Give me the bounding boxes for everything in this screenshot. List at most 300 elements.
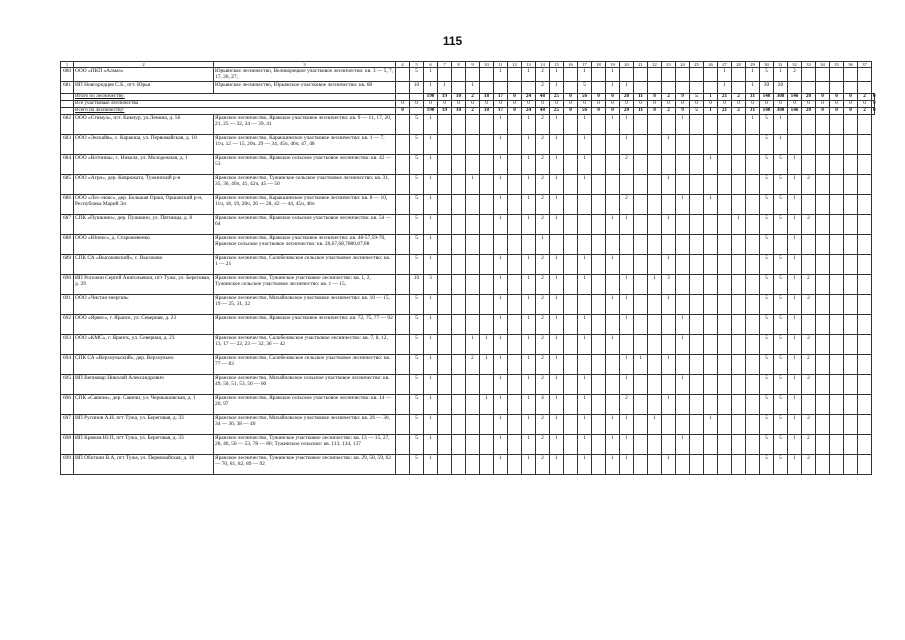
summary-value: 0 bbox=[396, 100, 410, 107]
value-cell bbox=[396, 174, 410, 194]
summary-value: 0 bbox=[536, 100, 550, 107]
value-cell bbox=[718, 454, 732, 474]
value-cell bbox=[816, 68, 830, 81]
value-cell: 5 bbox=[774, 294, 788, 314]
value-cell: 1 bbox=[620, 294, 634, 314]
value-cell bbox=[438, 214, 452, 234]
value-cell: 1 bbox=[788, 254, 802, 274]
summary-value: 56 bbox=[578, 93, 592, 100]
value-cell: 1 bbox=[662, 134, 676, 154]
summary-value: 5 bbox=[690, 107, 704, 114]
value-cell bbox=[816, 354, 830, 374]
value-cell bbox=[480, 154, 494, 174]
value-cell: 10 bbox=[410, 274, 424, 294]
forestry-location: Яранское лесничество, Салобелякское сельское участковое лесничество: кв. 1 — 21 bbox=[214, 254, 396, 274]
summary-label: Итого по лесничеству: bbox=[74, 93, 396, 100]
value-cell bbox=[788, 81, 802, 93]
value-cell bbox=[830, 394, 844, 414]
value-cell: 1 bbox=[550, 154, 564, 174]
value-cell bbox=[508, 134, 522, 154]
value-cell: 1 bbox=[424, 154, 438, 174]
summary-value: 48 bbox=[536, 107, 550, 114]
header-cell: 31 bbox=[774, 62, 788, 68]
value-cell bbox=[732, 254, 746, 274]
header-cell: 4 bbox=[396, 62, 410, 68]
value-cell: 1 bbox=[550, 454, 564, 474]
value-cell bbox=[774, 234, 788, 254]
value-cell bbox=[662, 114, 676, 134]
summary-value: 31 bbox=[746, 93, 760, 100]
value-cell: 1 bbox=[522, 114, 536, 134]
value-cell bbox=[466, 454, 480, 474]
summary-value: 0 bbox=[424, 100, 438, 107]
value-cell bbox=[858, 354, 872, 374]
value-cell: 1 bbox=[606, 214, 620, 234]
value-cell bbox=[480, 314, 494, 334]
value-cell bbox=[732, 81, 746, 93]
summary-value: 190 bbox=[424, 93, 438, 100]
value-cell bbox=[606, 374, 620, 394]
summary-value: 148 bbox=[760, 107, 774, 114]
table-row bbox=[61, 81, 875, 93]
summary-value: 2 bbox=[662, 107, 676, 114]
value-cell bbox=[746, 194, 760, 214]
value-cell bbox=[844, 314, 858, 334]
value-cell bbox=[746, 154, 760, 174]
value-cell bbox=[564, 454, 578, 474]
value-cell bbox=[732, 434, 746, 454]
value-cell bbox=[648, 194, 662, 214]
value-cell bbox=[550, 234, 564, 254]
value-cell bbox=[816, 394, 830, 414]
value-cell bbox=[676, 254, 690, 274]
value-cell: 1 bbox=[550, 81, 564, 93]
value-cell bbox=[844, 214, 858, 234]
value-cell bbox=[620, 254, 634, 274]
value-cell: 5 bbox=[410, 454, 424, 474]
value-cell bbox=[452, 174, 466, 194]
value-cell bbox=[592, 254, 606, 274]
value-cell bbox=[592, 194, 606, 214]
value-cell bbox=[564, 194, 578, 214]
value-cell bbox=[396, 234, 410, 254]
value-cell: 2 bbox=[536, 434, 550, 454]
value-cell bbox=[802, 154, 816, 174]
value-cell bbox=[396, 334, 410, 354]
row-number: 694 bbox=[61, 354, 74, 374]
value-cell: 5 bbox=[774, 434, 788, 454]
summary-value: 0 bbox=[844, 107, 858, 114]
value-cell bbox=[564, 254, 578, 274]
organization-name: СПК СА «Высоковский», с. Высоково bbox=[74, 254, 214, 274]
value-cell bbox=[396, 68, 410, 81]
row-number: 680 bbox=[61, 68, 74, 81]
value-cell bbox=[830, 68, 844, 81]
summary-value: 1 bbox=[704, 107, 718, 114]
value-cell bbox=[718, 174, 732, 194]
value-cell bbox=[732, 294, 746, 314]
value-cell: 1 bbox=[522, 414, 536, 434]
value-cell: 1 bbox=[522, 294, 536, 314]
value-cell bbox=[732, 354, 746, 374]
value-cell bbox=[648, 214, 662, 234]
summary-value: 0 bbox=[508, 107, 522, 114]
value-cell bbox=[438, 234, 452, 254]
summary-label: Всего по лесничеству: bbox=[74, 107, 396, 114]
value-cell bbox=[592, 394, 606, 414]
value-cell bbox=[480, 414, 494, 434]
value-cell bbox=[564, 68, 578, 81]
value-cell bbox=[438, 68, 452, 81]
value-cell bbox=[690, 394, 704, 414]
value-cell bbox=[564, 354, 578, 374]
value-cell bbox=[480, 274, 494, 294]
summary-value: 0 bbox=[760, 100, 774, 107]
value-cell: 1 bbox=[788, 374, 802, 394]
value-cell bbox=[634, 314, 648, 334]
value-cell bbox=[718, 274, 732, 294]
value-cell: 2 bbox=[802, 174, 816, 194]
value-cell bbox=[564, 434, 578, 454]
value-cell bbox=[592, 134, 606, 154]
value-cell bbox=[522, 81, 536, 93]
value-cell: 1 bbox=[522, 394, 536, 414]
header-cell: 18 bbox=[592, 62, 606, 68]
value-cell: 1 bbox=[662, 454, 676, 474]
value-cell: 1 bbox=[522, 154, 536, 174]
organization-name: ООО «Ярвес», г. Яранск, ул. Северная, д. 23 bbox=[74, 314, 214, 334]
summary-value: 0 bbox=[508, 100, 522, 107]
value-cell bbox=[466, 294, 480, 314]
organization-name: ООО «Агро», дер. Коврижата, Тужинский р-н bbox=[74, 174, 214, 194]
value-cell bbox=[606, 154, 620, 174]
value-cell bbox=[438, 314, 452, 334]
value-cell: 1 bbox=[424, 394, 438, 414]
value-cell bbox=[564, 114, 578, 134]
value-cell: 1 bbox=[620, 454, 634, 474]
value-cell: 1 bbox=[550, 274, 564, 294]
value-cell bbox=[816, 174, 830, 194]
value-cell bbox=[844, 254, 858, 274]
row-number: 687 bbox=[61, 214, 74, 234]
value-cell bbox=[802, 134, 816, 154]
row-number: 697 bbox=[61, 414, 74, 434]
value-cell: 2 bbox=[536, 314, 550, 334]
value-cell bbox=[732, 68, 746, 81]
summary-value: 0 bbox=[830, 93, 844, 100]
value-cell bbox=[606, 274, 620, 294]
value-cell bbox=[830, 294, 844, 314]
value-cell: 1 bbox=[676, 194, 690, 214]
forestry-location: Яранское лесничество, Михайловское сельское участковое лесничество: кв. 49, 50, 51, 53, 56 — 60 bbox=[214, 374, 396, 394]
value-cell: 1 bbox=[620, 274, 634, 294]
value-cell bbox=[676, 394, 690, 414]
value-cell bbox=[858, 234, 872, 254]
summary-value: 148 bbox=[760, 93, 774, 100]
value-cell bbox=[452, 374, 466, 394]
forestry-location: Яранское лесничество, Яранское участковое лесничество: кв. 72, 75, 77 — 92 bbox=[214, 314, 396, 334]
value-cell: 1 bbox=[788, 174, 802, 194]
organization-name: ООО «Лес-люкс», дер. Большая Оршa, Оршанский р-н, Республика Марий Эл bbox=[74, 194, 214, 214]
table-row bbox=[61, 114, 875, 134]
value-cell: 1 bbox=[424, 134, 438, 154]
value-cell: 1 bbox=[522, 374, 536, 394]
summary-value: 0 bbox=[816, 107, 830, 114]
value-cell bbox=[578, 354, 592, 374]
value-cell bbox=[844, 234, 858, 254]
value-cell bbox=[746, 254, 760, 274]
summary-value: 25 bbox=[550, 93, 564, 100]
value-cell: 2 bbox=[802, 414, 816, 434]
value-cell bbox=[648, 254, 662, 274]
value-cell bbox=[704, 294, 718, 314]
value-cell: 1 bbox=[424, 334, 438, 354]
value-cell: 30 bbox=[760, 81, 774, 93]
value-cell bbox=[732, 174, 746, 194]
value-cell bbox=[718, 214, 732, 234]
row-number: 699 bbox=[61, 454, 74, 474]
value-cell: 1 bbox=[732, 214, 746, 234]
value-cell bbox=[732, 194, 746, 214]
value-cell bbox=[592, 274, 606, 294]
value-cell: 2 bbox=[536, 294, 550, 314]
value-cell: 1 bbox=[424, 254, 438, 274]
value-cell bbox=[452, 334, 466, 354]
value-cell bbox=[858, 68, 872, 81]
value-cell: 1 bbox=[578, 414, 592, 434]
value-cell bbox=[704, 234, 718, 254]
value-cell bbox=[466, 234, 480, 254]
value-cell bbox=[690, 274, 704, 294]
summary-value: 0 bbox=[438, 100, 452, 107]
summary-value: 0 bbox=[592, 107, 606, 114]
value-cell: 5 bbox=[760, 434, 774, 454]
header-cell: 15 bbox=[550, 62, 564, 68]
value-cell bbox=[858, 254, 872, 274]
value-cell bbox=[676, 294, 690, 314]
value-cell: 5 bbox=[410, 314, 424, 334]
value-cell bbox=[634, 174, 648, 194]
value-cell bbox=[690, 314, 704, 334]
value-cell: 1 bbox=[550, 194, 564, 214]
organization-name: ИП Кряжев Ю.П, пгт Тужа, ул. Береговая, д. 33 bbox=[74, 434, 214, 454]
value-cell bbox=[480, 194, 494, 214]
value-cell bbox=[844, 414, 858, 434]
value-cell bbox=[746, 214, 760, 234]
value-cell: 2 bbox=[536, 81, 550, 93]
value-cell: 5 bbox=[410, 414, 424, 434]
value-cell bbox=[564, 234, 578, 254]
value-cell: 1 bbox=[620, 414, 634, 434]
value-cell bbox=[844, 374, 858, 394]
value-cell: 1 bbox=[424, 434, 438, 454]
summary-value: 17 bbox=[494, 107, 508, 114]
register-table bbox=[60, 61, 875, 475]
value-cell bbox=[592, 81, 606, 93]
value-cell: 2 bbox=[802, 274, 816, 294]
value-cell bbox=[816, 334, 830, 354]
value-cell bbox=[494, 81, 508, 93]
value-cell bbox=[592, 454, 606, 474]
summary-value: 308 bbox=[774, 107, 788, 114]
value-cell bbox=[564, 394, 578, 414]
summary-value: 25 bbox=[550, 107, 564, 114]
value-cell: 5 bbox=[410, 254, 424, 274]
header-cell: 32 bbox=[788, 62, 802, 68]
value-cell: 1 bbox=[746, 114, 760, 134]
value-cell: 1 bbox=[494, 154, 508, 174]
value-cell bbox=[844, 194, 858, 214]
value-cell: 2 bbox=[536, 454, 550, 474]
value-cell bbox=[452, 214, 466, 234]
value-cell bbox=[508, 454, 522, 474]
value-cell: 1 bbox=[494, 414, 508, 434]
value-cell: 2 bbox=[536, 174, 550, 194]
value-cell bbox=[578, 214, 592, 234]
header-cell: 13 bbox=[522, 62, 536, 68]
summary-value: 11 bbox=[634, 93, 648, 100]
value-cell bbox=[844, 114, 858, 134]
value-cell bbox=[508, 68, 522, 81]
value-cell bbox=[396, 154, 410, 174]
value-cell: 1 bbox=[578, 434, 592, 454]
value-cell: 1 bbox=[788, 334, 802, 354]
value-cell: 1 bbox=[606, 454, 620, 474]
table-row bbox=[61, 434, 875, 454]
value-cell bbox=[396, 274, 410, 294]
value-cell bbox=[662, 68, 676, 81]
value-cell: 1 bbox=[522, 68, 536, 81]
value-cell bbox=[634, 134, 648, 154]
value-cell bbox=[844, 334, 858, 354]
value-cell bbox=[662, 154, 676, 174]
value-cell: 1 bbox=[788, 414, 802, 434]
value-cell bbox=[578, 234, 592, 254]
value-cell bbox=[844, 81, 858, 93]
value-cell bbox=[452, 194, 466, 214]
summary-value: 20 bbox=[802, 93, 816, 100]
value-cell bbox=[564, 274, 578, 294]
value-cell bbox=[746, 294, 760, 314]
value-cell bbox=[830, 414, 844, 434]
value-cell: 5 bbox=[774, 194, 788, 214]
value-cell: 2 bbox=[788, 68, 802, 81]
value-cell: 5 bbox=[410, 354, 424, 374]
value-cell bbox=[676, 354, 690, 374]
value-cell bbox=[494, 234, 508, 254]
value-cell: 1 bbox=[424, 454, 438, 474]
value-cell bbox=[830, 214, 844, 234]
value-cell: 5 bbox=[774, 374, 788, 394]
value-cell bbox=[830, 254, 844, 274]
value-cell bbox=[452, 154, 466, 174]
value-cell bbox=[704, 68, 718, 81]
value-cell bbox=[648, 68, 662, 81]
value-cell: 1 bbox=[424, 374, 438, 394]
value-cell: 2 bbox=[802, 434, 816, 454]
summary-value: 2 bbox=[858, 93, 872, 100]
header-cell: 14 bbox=[536, 62, 550, 68]
summary-value: 0 bbox=[690, 100, 704, 107]
value-cell: 5 bbox=[760, 314, 774, 334]
value-cell: 1 bbox=[480, 394, 494, 414]
value-cell bbox=[662, 234, 676, 254]
value-cell: 1 bbox=[494, 434, 508, 454]
value-cell bbox=[480, 134, 494, 154]
value-cell bbox=[466, 194, 480, 214]
value-cell bbox=[858, 214, 872, 234]
summary-value: 0 bbox=[816, 93, 830, 100]
row-number: 692 bbox=[61, 314, 74, 334]
header-cell: 8 bbox=[452, 62, 466, 68]
value-cell bbox=[564, 134, 578, 154]
header-cell: 1 bbox=[61, 62, 74, 68]
header-cell: 36 bbox=[844, 62, 858, 68]
value-cell bbox=[830, 134, 844, 154]
summary-value: 0 bbox=[830, 107, 844, 114]
summary-value: 0 bbox=[522, 100, 536, 107]
value-cell: 1 bbox=[578, 68, 592, 81]
value-cell: 1 bbox=[578, 154, 592, 174]
value-cell: 1 bbox=[550, 214, 564, 234]
value-cell bbox=[606, 394, 620, 414]
value-cell bbox=[816, 234, 830, 254]
value-cell bbox=[648, 154, 662, 174]
value-cell bbox=[830, 194, 844, 214]
summary-value: 0 bbox=[788, 100, 802, 107]
value-cell bbox=[396, 81, 410, 93]
value-cell bbox=[634, 154, 648, 174]
value-cell bbox=[466, 254, 480, 274]
summary-value: 21 bbox=[718, 107, 732, 114]
value-cell: 5 bbox=[774, 174, 788, 194]
value-cell: 1 bbox=[494, 214, 508, 234]
value-cell bbox=[452, 134, 466, 154]
summary-spacer bbox=[61, 107, 74, 114]
value-cell bbox=[634, 394, 648, 414]
value-cell bbox=[844, 154, 858, 174]
row-number: 690 bbox=[61, 274, 74, 294]
value-cell: 1 bbox=[550, 174, 564, 194]
value-cell bbox=[718, 434, 732, 454]
value-cell bbox=[830, 114, 844, 134]
summary-value: 9 bbox=[676, 93, 690, 100]
value-cell bbox=[648, 81, 662, 93]
summary-value: 0 bbox=[494, 100, 508, 107]
value-cell bbox=[844, 394, 858, 414]
value-cell bbox=[718, 154, 732, 174]
value-cell: 1 bbox=[578, 174, 592, 194]
value-cell: 2 bbox=[802, 374, 816, 394]
summary-value: 5 bbox=[690, 93, 704, 100]
value-cell bbox=[648, 114, 662, 134]
summary-value: 9 bbox=[676, 107, 690, 114]
summary-value: 0 bbox=[466, 100, 480, 107]
value-cell: 2 bbox=[536, 414, 550, 434]
value-cell bbox=[438, 374, 452, 394]
value-cell: 1 bbox=[494, 334, 508, 354]
value-cell bbox=[648, 174, 662, 194]
value-cell bbox=[452, 394, 466, 414]
value-cell bbox=[508, 414, 522, 434]
value-cell: 1 bbox=[578, 134, 592, 154]
value-cell: 1 bbox=[550, 294, 564, 314]
value-cell bbox=[858, 374, 872, 394]
value-cell: 1 bbox=[480, 354, 494, 374]
header-cell: 3 bbox=[214, 62, 396, 68]
value-cell: 5 bbox=[410, 374, 424, 394]
value-cell bbox=[844, 134, 858, 154]
